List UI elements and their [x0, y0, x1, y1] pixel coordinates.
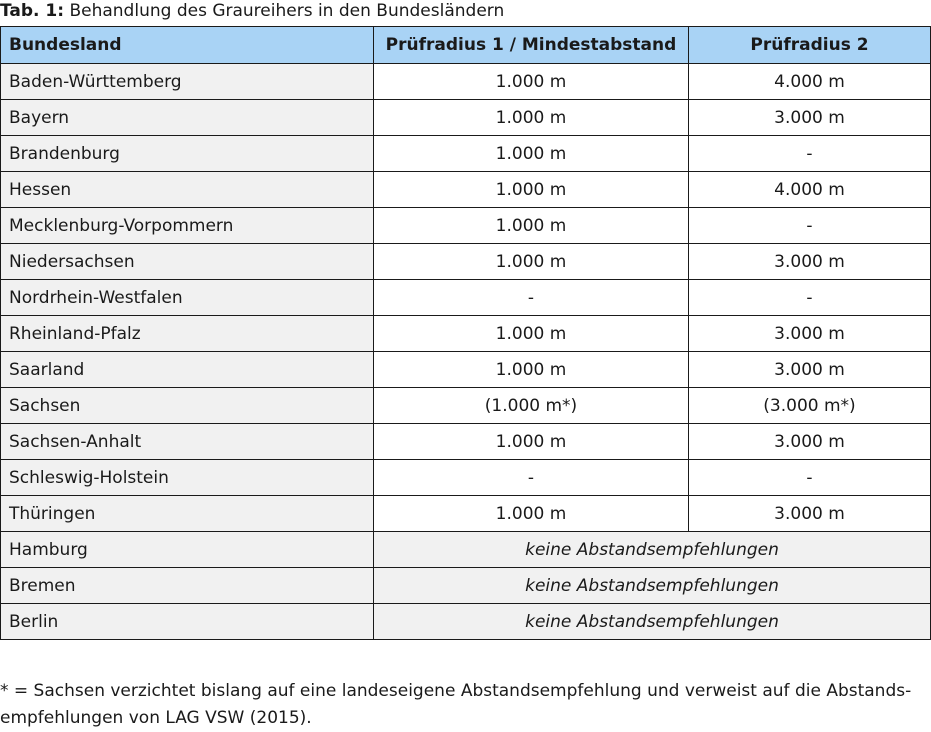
- pruefradius-1-cell: 1.000 m: [374, 352, 689, 388]
- header-pruefradius-1: Prüfradius 1 / Mindestabstand: [374, 27, 689, 64]
- pruefradius-1-cell: -: [374, 460, 689, 496]
- state-cell: Thüringen: [1, 496, 374, 532]
- table-row: [1, 64, 931, 100]
- pruefradius-1-cell: (1.000 m*): [374, 388, 689, 424]
- state-cell: Bayern: [1, 100, 374, 136]
- state-cell: Rheinland-Pfalz: [1, 316, 374, 352]
- table-row: [1, 244, 931, 280]
- bundeslaender-table: [0, 26, 931, 640]
- state-cell: Sachsen: [1, 388, 374, 424]
- pruefradius-2-cell: 3.000 m: [689, 424, 931, 460]
- pruefradius-2-cell: (3.000 m*): [689, 388, 931, 424]
- state-cell: Saarland: [1, 352, 374, 388]
- pruefradius-2-cell: 3.000 m: [689, 244, 931, 280]
- pruefradius-2-cell: 3.000 m: [689, 316, 931, 352]
- table-row: [1, 208, 931, 244]
- pruefradius-2-cell: 3.000 m: [689, 496, 931, 532]
- table-row: [1, 172, 931, 208]
- table-row: [1, 532, 931, 568]
- pruefradius-2-cell: -: [689, 280, 931, 316]
- state-cell: Nordrhein-Westfalen: [1, 280, 374, 316]
- pruefradius-2-cell: 3.000 m: [689, 352, 931, 388]
- pruefradius-1-cell: 1.000 m: [374, 424, 689, 460]
- table-row: [1, 568, 931, 604]
- pruefradius-2-cell: 4.000 m: [689, 64, 931, 100]
- state-cell: Sachsen-Anhalt: [1, 424, 374, 460]
- table-row: [1, 388, 931, 424]
- header-pruefradius-2: Prüfradius 2: [689, 27, 931, 64]
- pruefradius-2-cell: -: [689, 460, 931, 496]
- pruefradius-1-cell: 1.000 m: [374, 136, 689, 172]
- no-recommendation-cell: keine Abstandsempfehlungen: [374, 568, 931, 604]
- pruefradius-2-cell: 3.000 m: [689, 100, 931, 136]
- pruefradius-1-cell: 1.000 m: [374, 100, 689, 136]
- state-cell: Berlin: [1, 604, 374, 640]
- state-cell: Mecklenburg-Vorpommern: [1, 208, 374, 244]
- pruefradius-2-cell: 4.000 m: [689, 172, 931, 208]
- table-caption: [0, 0, 504, 26]
- footnote: * = Sachsen verzichtet bislang auf eine landeseigene Abstandsempfehlung und verweist auf die Abstands-empfehlungen von LAG VSW (2015).: [0, 681, 912, 728]
- pruefradius-1-cell: 1.000 m: [374, 64, 689, 100]
- table-row: [1, 280, 931, 316]
- pruefradius-1-cell: -: [374, 280, 689, 316]
- table-row: [1, 496, 931, 532]
- table-row: [1, 460, 931, 496]
- state-cell: Baden-Württemberg: [1, 64, 374, 100]
- no-recommendation-cell: keine Abstandsempfehlungen: [374, 604, 931, 640]
- caption-text: Behandlung des Graureihers in den Bundesländern: [69, 1, 505, 21]
- pruefradius-2-cell: -: [689, 136, 931, 172]
- table-row: [1, 424, 931, 460]
- state-cell: Brandenburg: [1, 136, 374, 172]
- pruefradius-1-cell: 1.000 m: [374, 316, 689, 352]
- table-row: [1, 100, 931, 136]
- state-cell: Bremen: [1, 568, 374, 604]
- pruefradius-1-cell: 1.000 m: [374, 244, 689, 280]
- pruefradius-1-cell: 1.000 m: [374, 172, 689, 208]
- table-row: [1, 136, 931, 172]
- pruefradius-1-cell: 1.000 m: [374, 496, 689, 532]
- state-cell: Niedersachsen: [1, 244, 374, 280]
- table-header-row: [1, 27, 931, 64]
- state-cell: Hamburg: [1, 532, 374, 568]
- state-cell: Schleswig-Holstein: [1, 460, 374, 496]
- no-recommendation-cell: keine Abstandsempfehlungen: [374, 532, 931, 568]
- pruefradius-1-cell: 1.000 m: [374, 208, 689, 244]
- state-cell: Hessen: [1, 172, 374, 208]
- table-row: [1, 316, 931, 352]
- caption-label: Tab. 1:: [0, 1, 65, 21]
- pruefradius-2-cell: -: [689, 208, 931, 244]
- table-row: [1, 604, 931, 640]
- table-row: [1, 352, 931, 388]
- header-bundesland: Bundesland: [1, 27, 374, 64]
